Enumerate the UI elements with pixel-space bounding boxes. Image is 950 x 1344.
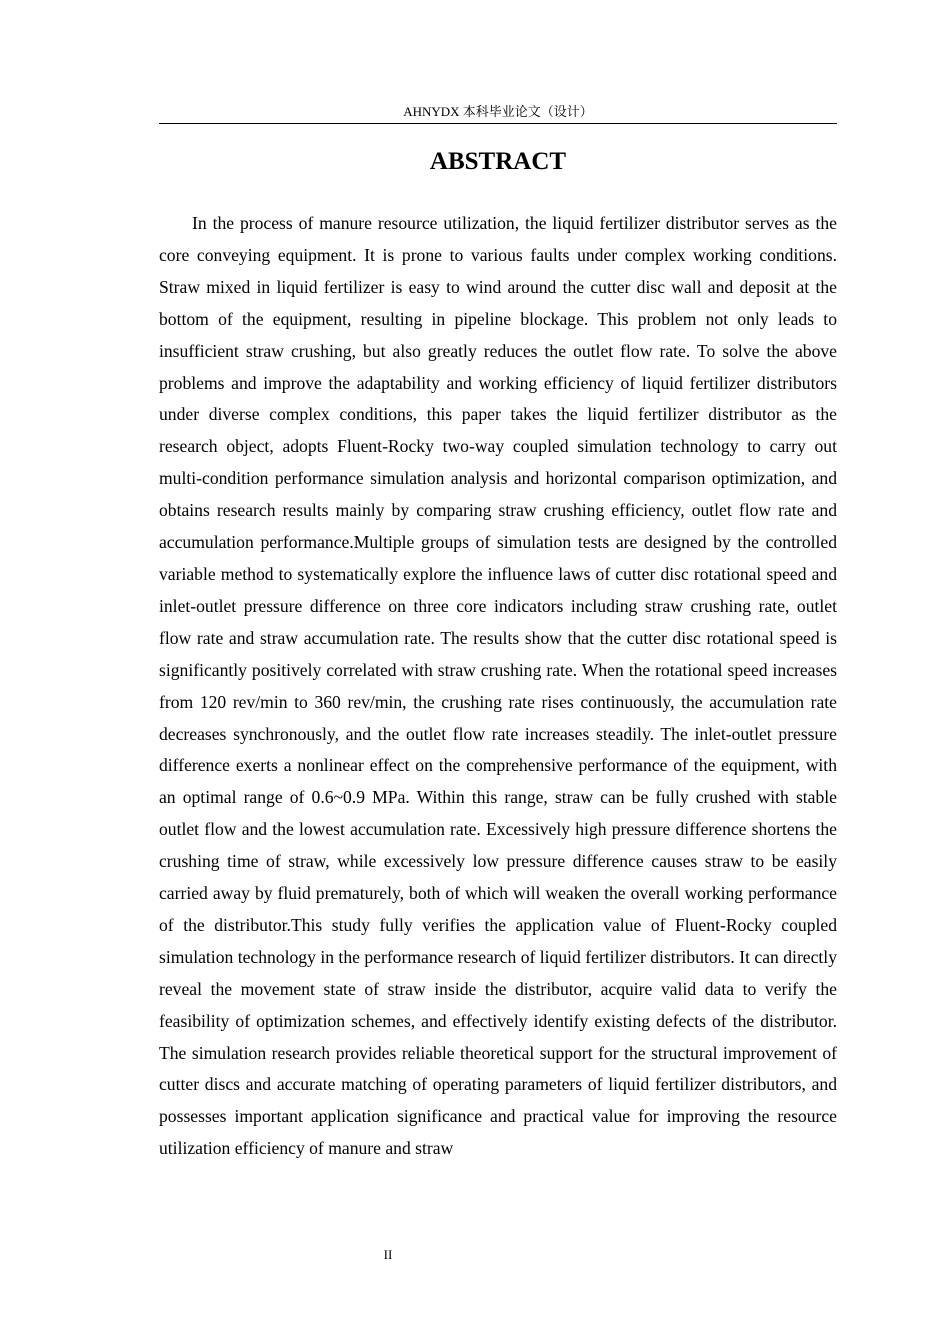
page-number: II — [383, 1247, 393, 1262]
header-rule — [159, 123, 837, 124]
abstract-title: ABSTRACT — [429, 148, 567, 175]
running-header: AHNYDX 本科毕业论文（设计） — [403, 104, 593, 119]
abstract-body: In the process of manure resource utilization, the liquid fertilizer distributor serves as the core conveying equipment. It is prone to various faults under complex working conditions. Straw mixed in liquid fertilizer is easy to wind around the cutter disc wall and deposit at the bottom of the equipment, resulting in pipeline blockage. This problem not only leads to insufficient straw crushing, but also greatly reduces the outlet flow rate. To solve the above problems and improve the adaptability and working efficiency of liquid fertilizer distributors under diverse complex conditions, this paper takes the liquid fertilizer distributor as the research object, adopts Fluent-Rocky two-way coupled simulation technology to carry out multi-condition performance simulation analysis and horizontal comparison optimization, and obtains research results mainly by comparing straw crushing efficiency, outlet flow rate and accumulation performance.Multiple groups of simulation tests are designed by the controlled variable method to systematically explore the influence laws of cutter disc rotational speed and inlet-outlet pressure difference on three core indicators including straw crushing rate, outlet flow rate and straw accumulation rate. The results show that the cutter disc rotational speed is significantly positively correlated with straw crushing rate. When the rotational speed increases from 120 rev/min to 360 rev/min, the crushing rate rises continuously, the accumulation rate decreases synchronously, and the outlet flow rate increases steadily. The inlet-outlet pressure difference exerts a nonlinear effect on the comprehensive performance of the equipment, with an optimal range of 0.6~0.9 MPa. Within this range, straw can be fully crushed with stable outlet flow and the lowest accumulation rate. Excessively high pressure difference shortens the crushing time of straw, while excessively low pressure difference causes straw to be easily carried away by fluid prematurely, both of which will weaken the overall working performance of the distributor.This study fully verifies the application value of Fluent-Rocky coupled simulation technology in the performance research of liquid fertilizer distributors. It can directly reveal the movement state of straw inside the distributor, acquire valid data to verify the feasibility of optimization schemes, and effectively identify existing defects of the distributor. The simulation research provides reliable theoretical support for the structural improvement of cutter discs and accurate matching of operating parameters of liquid fertilizer distributors, and possesses important application significance and practical value for improving the resource utilization efficiency of manure and straw — [159, 213, 837, 1159]
